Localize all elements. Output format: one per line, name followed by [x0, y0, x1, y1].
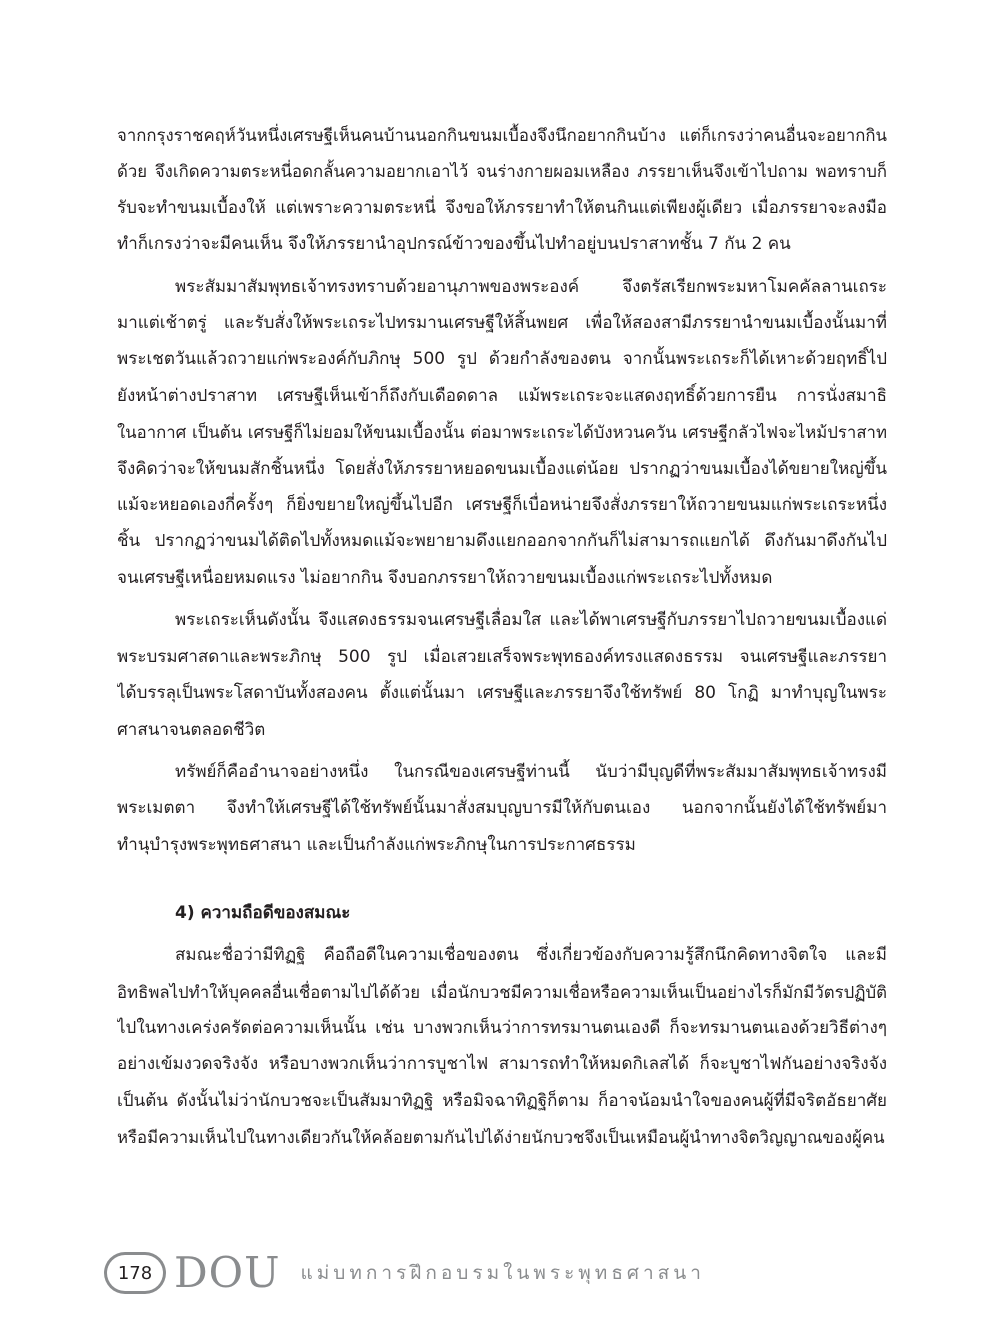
- page-number: 178: [107, 1255, 163, 1291]
- page-number-badge: [104, 1252, 166, 1294]
- text-line: ในอากาศ เป็นต้น เศรษฐีก็ไม่ยอมให้ขนมเบื้องนั้น ต่อมาพระเถระได้บังหวนควัน เศรษฐีกลัวไฟจะไหม้ปราสาท: [117, 422, 887, 443]
- paragraph: [117, 269, 887, 597]
- text-line: ศาสนาจนตลอดชีวิต: [117, 719, 266, 740]
- text-line: ด้วย จึงเกิดความตระหนี่อดกลั้นความอยากเอาไว้ จนร่างกายผอมเหลือง ภรรยาเห็นจึงเข้าไปถาม พอทราบก็: [117, 161, 887, 182]
- text-line: อิทธิพลไปทำให้บุคคลอื่นเชื่อตามไปได้ด้วย เมื่อนักบวชมีความเชื่อหรือความเห็นเป็นอย่างไรก็มักมีวัตรปฏิบัติ: [117, 981, 887, 1002]
- text-line: จากกรุงราชคฤห์วันหนึ่งเศรษฐีเห็นคนบ้านนอกกินขนมเบื้องจึงนึกอยากกินบ้าง แต่ก็เกรงว่าคนอื่นจะอยากกิน: [117, 125, 887, 145]
- text-line: แม้จะหยอดเองกี่ครั้งๆ ก็ยิ่งขยายใหญ่ขึ้นไปอีก เศรษฐีก็เบื่อหน่ายจึงสั่งภรรยาให้ถวายขนมแก่พระเถระหนึ่ง: [117, 495, 887, 516]
- paragraph: [117, 602, 887, 748]
- paragraph: [117, 754, 887, 863]
- text-line: ได้บรรลุเป็นพระโสดาบันทั้งสองคน ตั้งแต่นั้นมา เศรษฐีและภรรยาจึงใช้ทรัพย์ 80 โกฏิ มาทำบุญในพระ: [117, 683, 887, 704]
- text-line: ทำก็เกรงว่าจะมีคนเห็น จึงให้ภรรยานำอุปกรณ์ข้าวของขึ้นไปทำอยู่บนปราสาทชั้น 7 กัน 2 คน: [117, 234, 791, 255]
- text-line: เป็นต้น ดังนั้นไม่ว่านักบวชจะเป็นสัมมาทิฏฐิ หรือมิจฉาทิฏฐิก็ตาม ก็อาจน้อมนำใจของคนผู้ที่มีจริตอัธยาศัย: [117, 1090, 887, 1111]
- book-title: แม่บทการฝึกอบรมในพระพุทธศาสนา: [300, 1262, 705, 1284]
- text-line: พระเชตวันแล้วถวายแก่พระองค์กับภิกษุ 500 รูป ด้วยกำลังของตน จากนั้นพระเถระก็ได้เหาะด้วยฤทธิ์ไป: [117, 349, 887, 370]
- text-line: พระเมตตา จึงทำให้เศรษฐีได้ใช้ทรัพย์นั้นมาสั่งสมบุญบารมีให้กับตนเอง นอกจากนั้นยังได้ใช้ทรัพย์มา: [117, 798, 887, 819]
- text-line: จึงคิดว่าจะให้ขนมสักชิ้นหนึ่ง โดยสั่งให้ภรรยาหยอดขนมเบื้องแต่น้อย ปรากฏว่าขนมเบื้องได้ขยายใหญ่ขึ้น: [117, 458, 887, 479]
- text-line: พระบรมศาสดาและพระภิกษุ 500 รูป เมื่อเสวยเสร็จพระพุทธองค์ทรงแสดงธรรม จนเศรษฐีและภรรยา: [117, 646, 887, 667]
- text-line: สมณะชื่อว่ามีทิฏฐิ คือถือดีในความเชื่อของตน ซึ่งเกี่ยวข้องกับความรู้สึกนึกคิดทางจิตใจ และมี: [175, 945, 887, 966]
- paragraph: [117, 117, 887, 263]
- section-heading: 4) ความถือดีของสมณะ: [175, 903, 351, 924]
- text-line: มาแต่เช้าตรู่ และรับสั่งให้พระเถระไปทรมานเศรษฐีให้สิ้นพยศ เพื่อให้สองสามีภรรยานำขนมเบื้องนั้นมาที่: [117, 313, 887, 334]
- text-line: ทรัพย์ก็คืออำนาจอย่างหนึ่ง ในกรณีของเศรษฐีท่านนี้ นับว่ามีบุญดีที่พระสัมมาสัมพุทธเจ้าทรงมี: [175, 761, 887, 782]
- text-line: พระเถระเห็นดังนั้น จึงแสดงธรรมจนเศรษฐีเลื่อมใส และได้พาเศรษฐีกับภรรยาไปถวายขนมเบื้องแด่: [175, 610, 887, 631]
- dou-logo: DOU: [174, 1248, 281, 1297]
- page-footer: [104, 1250, 705, 1296]
- text-line: จนเศรษฐีเหนื่อยหมดแรง ไม่อยากกิน จึงบอกภรรยาให้ถวายขนมเบื้องแก่พระเถระไปทั้งหมด: [117, 567, 773, 588]
- text-line: หรือมีความเห็นไปในทางเดียวกันให้คล้อยตามกันไปได้ง่ายนักบวชจึงเป็นเหมือนผู้นำทางจิตวิญญาณของผู้คน: [117, 1127, 885, 1148]
- text-line: พระสัมมาสัมพุทธเจ้าทรงทราบด้วยอานุภาพของพระองค์ จึงตรัสเรียกพระมหาโมคคัลลานเถระ: [175, 276, 887, 297]
- text-line: ทำนุบำรุงพระพุทธศาสนา และเป็นกำลังแก่พระภิกษุในการประกาศธรรม: [117, 834, 636, 855]
- text-line: ยังหน้าต่างปราสาท เศรษฐีเห็นเข้าก็ถึงกับเดือดดาล แม้พระเถระจะแสดงฤทธิ์ด้วยการยืน การนั่งสมาธิ: [117, 385, 887, 406]
- page-body: [117, 117, 887, 1156]
- paragraph: [117, 937, 887, 1155]
- text-line: อย่างเข้มงวดจริงจัง หรือบางพวกเห็นว่าการบูชาไฟ สามารถทำให้หมดกิเลสได้ ก็จะบูชาไฟกันอย่างจริงจัง: [117, 1054, 887, 1075]
- text-line: ชิ้น ปรากฏว่าขนมได้ติดไปทั้งหมดแม้จะพยายามดึงแยกออกจากกันก็ไม่สามารถแยกได้ ดึงกันมาดึงกันไป: [117, 531, 887, 552]
- text-line: ไปในทางเคร่งครัดต่อความเห็นนั้น เช่น บางพวกเห็นว่าการทรมานตนเองดี ก็จะทรมานตนเองด้วยวิธีต่างๆ: [117, 1017, 887, 1038]
- text-line: รับจะทำขนมเบื้องให้ แต่เพราะความตระหนี่ จึงขอให้ภรรยาทำให้ตนกินแต่เพียงผู้เดียว เมื่อภรรยาจะลงมือ: [117, 197, 887, 218]
